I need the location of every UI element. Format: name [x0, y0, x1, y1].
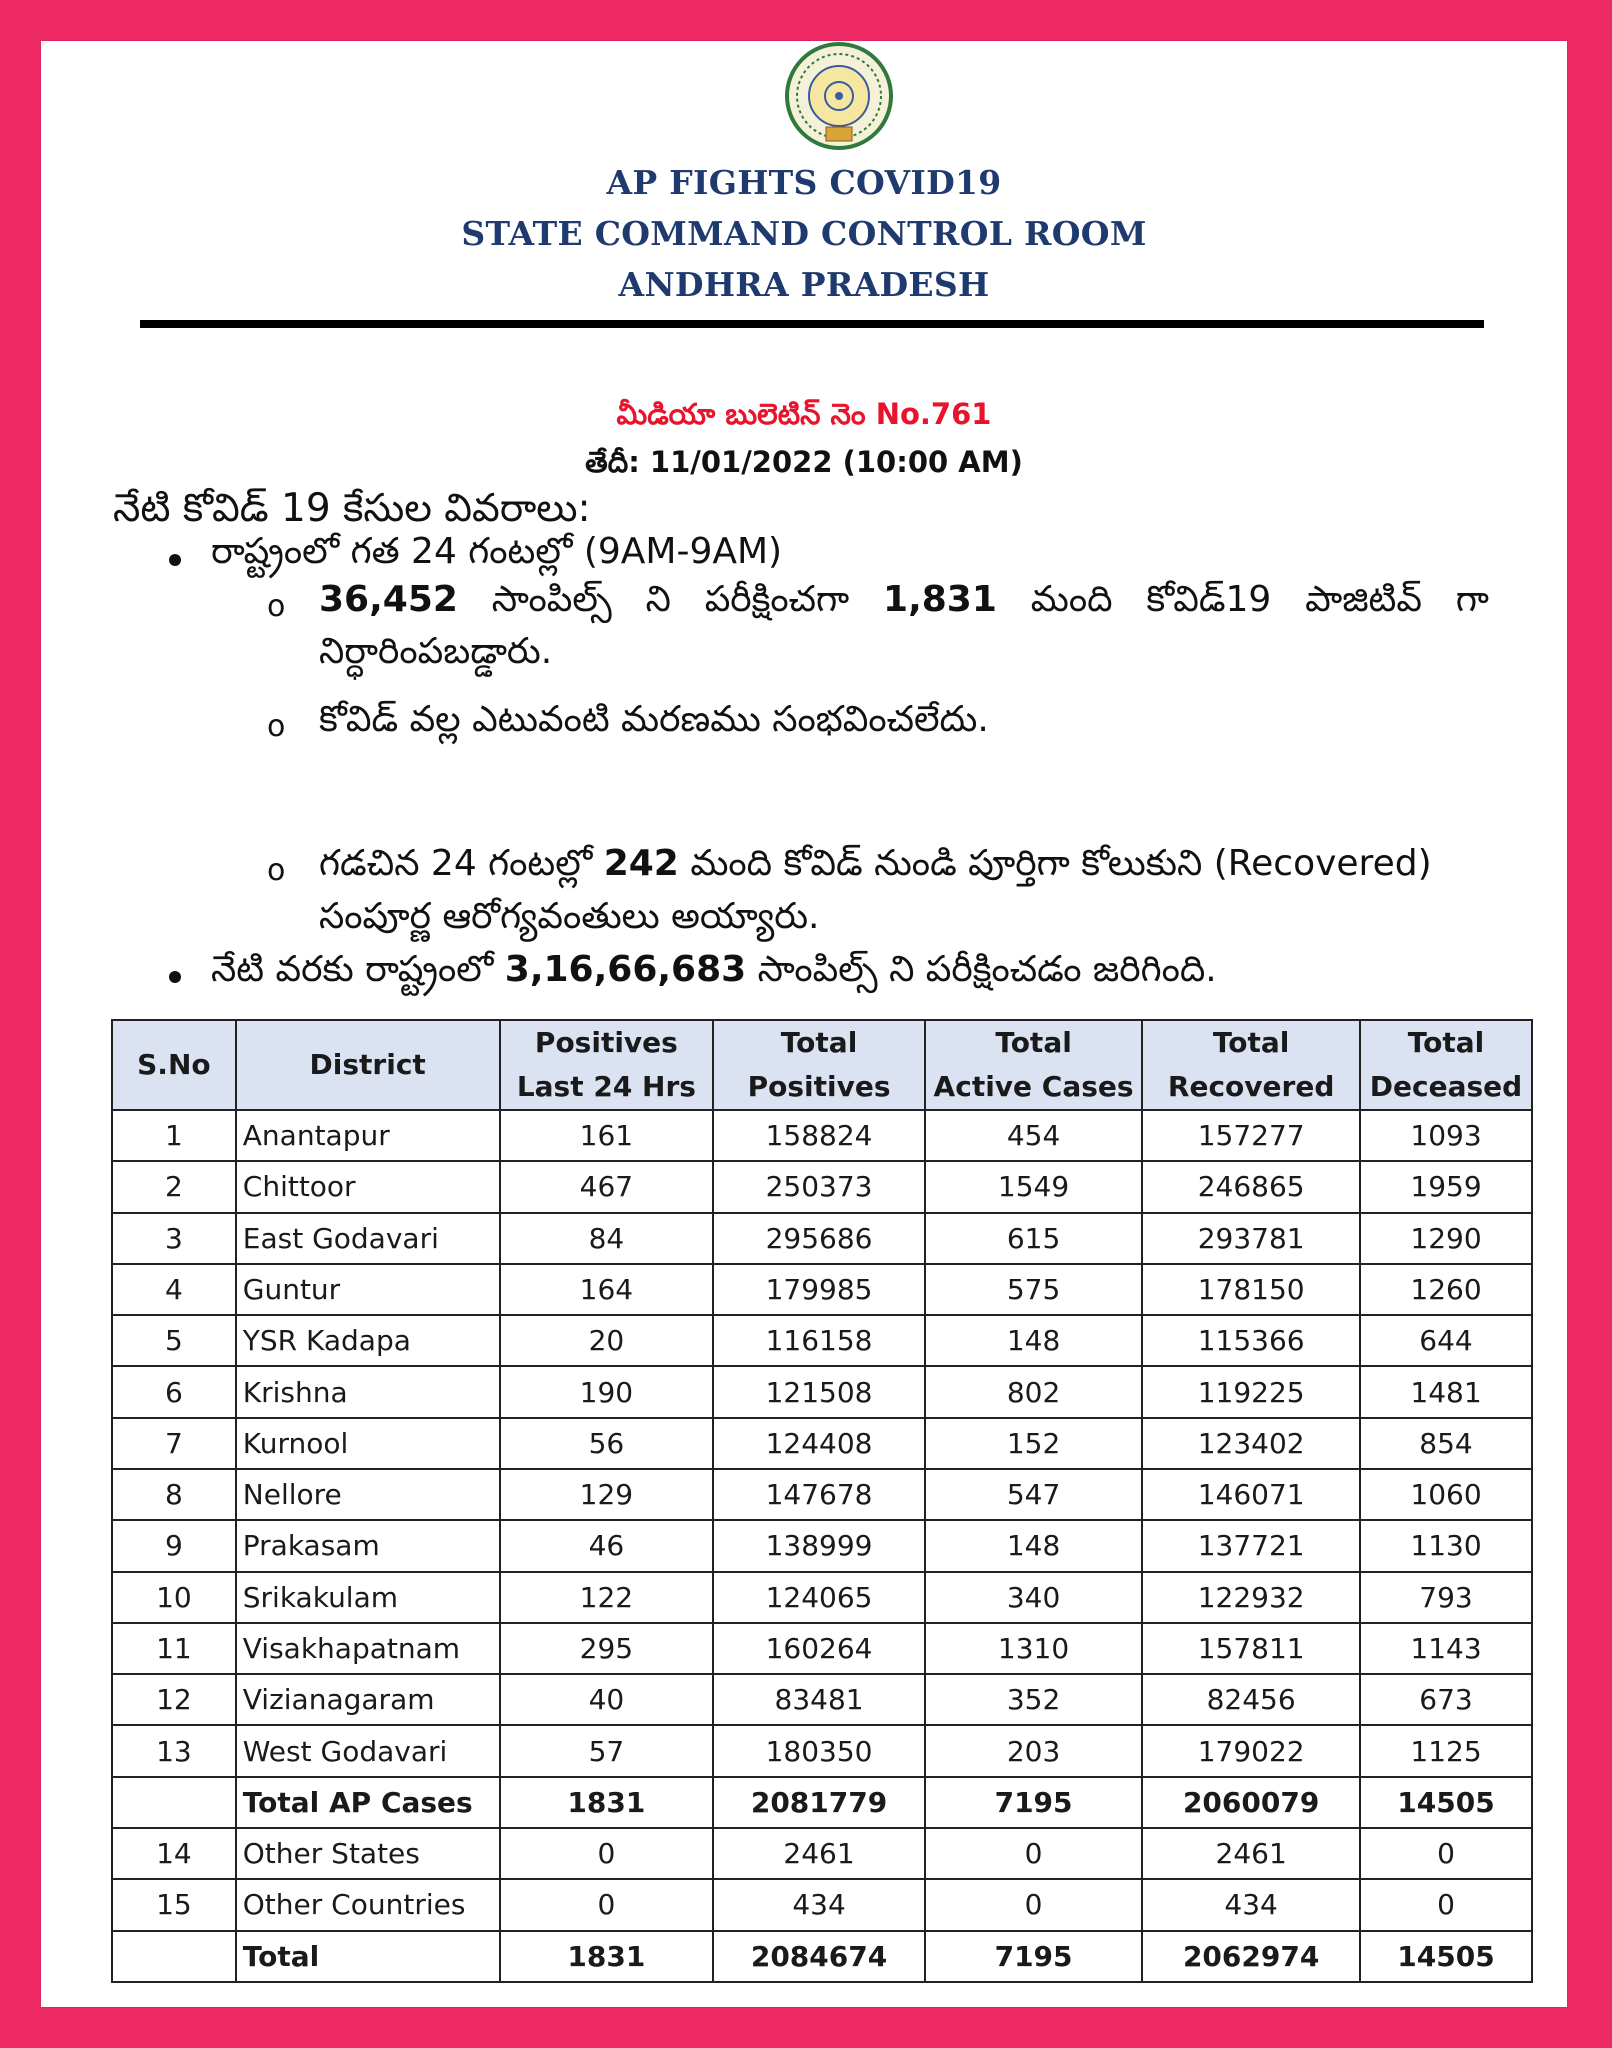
cell-total-recovered: 293781	[1142, 1213, 1360, 1264]
cell-district: Krishna	[236, 1366, 500, 1417]
cell-total-recovered: 2461	[1142, 1828, 1360, 1879]
cell-active-cases: 0	[925, 1828, 1142, 1879]
cell-total-deceased: 1093	[1360, 1110, 1532, 1161]
cell-total-positives: 83481	[713, 1674, 925, 1725]
header-total-positives: Total Positives	[713, 1020, 925, 1110]
cell-total-recovered: 123402	[1142, 1418, 1360, 1469]
table-row	[112, 1213, 1532, 1264]
table-row	[112, 1418, 1532, 1469]
cell-positives-24h: 1831	[500, 1777, 714, 1828]
bulletin-date: తేదీ: 11/01/2022 (10:00 AM)	[585, 445, 1023, 479]
cell-sno: 15	[112, 1879, 236, 1930]
cell-positives-24h: 161	[500, 1110, 714, 1161]
cell-active-cases: 1310	[925, 1623, 1142, 1674]
cell-sno	[112, 1931, 236, 1983]
sub-bullet-marker: o	[267, 853, 286, 888]
table-row	[112, 1161, 1532, 1212]
sub-bullet-1-line-2: నిర్ధారింపబడ్డారు.	[319, 631, 553, 672]
cell-positives-24h: 57	[500, 1725, 714, 1776]
table-row	[112, 1931, 1532, 1983]
cell-district: West Godavari	[236, 1725, 500, 1776]
cell-total-deceased: 1481	[1360, 1366, 1532, 1417]
cell-sno: 2	[112, 1161, 236, 1212]
header-total-recovered: Total Recovered	[1142, 1020, 1360, 1110]
cell-positives-24h: 1831	[500, 1931, 714, 1983]
cell-positives-24h: 40	[500, 1674, 714, 1725]
header-line-1: AP FIGHTS COVID19	[606, 163, 1002, 202]
cell-sno: 8	[112, 1469, 236, 1520]
cell-district: Kurnool	[236, 1418, 500, 1469]
cell-total-deceased: 1130	[1360, 1520, 1532, 1571]
cell-positives-24h: 56	[500, 1418, 714, 1469]
cell-positives-24h: 164	[500, 1264, 714, 1315]
recovered-count: 242	[603, 843, 679, 884]
cell-district: Nellore	[236, 1469, 500, 1520]
cell-district: YSR Kadapa	[236, 1315, 500, 1366]
cell-active-cases: 203	[925, 1725, 1142, 1776]
cell-district: Other States	[236, 1828, 500, 1879]
table-row	[112, 1366, 1532, 1417]
table-row	[112, 1572, 1532, 1623]
cell-active-cases: 575	[925, 1264, 1142, 1315]
cell-district: Srikakulam	[236, 1572, 500, 1623]
cell-active-cases: 7195	[925, 1931, 1142, 1983]
cell-sno: 5	[112, 1315, 236, 1366]
cell-positives-24h: 0	[500, 1828, 714, 1879]
word: సాంపిల్స్	[491, 579, 612, 620]
cell-total-positives: 434	[713, 1879, 925, 1930]
cell-sno: 9	[112, 1520, 236, 1571]
cell-total-deceased: 673	[1360, 1674, 1532, 1725]
bulletin-number: మీడియా బులెటిన్ నెం No.761	[616, 397, 992, 431]
ap-state-emblem-icon	[782, 41, 896, 151]
cell-total-deceased: 854	[1360, 1418, 1532, 1469]
cell-total-positives: 138999	[713, 1520, 925, 1571]
cell-positives-24h: 190	[500, 1366, 714, 1417]
cell-district: Anantapur	[236, 1110, 500, 1161]
cell-total-recovered: 178150	[1142, 1264, 1360, 1315]
bullet-2	[211, 949, 1217, 999]
cell-positives-24h: 129	[500, 1469, 714, 1520]
cell-total-deceased: 0	[1360, 1828, 1532, 1879]
cell-total-recovered: 82456	[1142, 1674, 1360, 1725]
positive-count: 1,831	[883, 579, 997, 620]
recovered-post: మంది కోవిడ్ నుండి పూర్తిగా కోలుకుని (Recovered)	[690, 843, 1432, 884]
cell-district: Visakhapatnam	[236, 1623, 500, 1674]
cell-positives-24h: 20	[500, 1315, 714, 1366]
cell-active-cases: 7195	[925, 1777, 1142, 1828]
cell-total-deceased: 0	[1360, 1879, 1532, 1930]
table-row	[112, 1725, 1532, 1776]
cell-sno: 13	[112, 1725, 236, 1776]
cell-sno: 4	[112, 1264, 236, 1315]
cell-sno: 7	[112, 1418, 236, 1469]
header-active-cases: Total Active Cases	[925, 1020, 1142, 1110]
cell-total-positives: 180350	[713, 1725, 925, 1776]
word: పాజిటివ్	[1305, 579, 1422, 620]
cell-sno: 11	[112, 1623, 236, 1674]
cell-sno: 14	[112, 1828, 236, 1879]
header-line-2: STATE COMMAND CONTROL ROOM	[461, 214, 1147, 253]
cell-total-deceased: 644	[1360, 1315, 1532, 1366]
sub-bullet-1-line-1	[319, 579, 1489, 629]
cell-active-cases: 352	[925, 1674, 1142, 1725]
cell-total-recovered: 137721	[1142, 1520, 1360, 1571]
cell-total-positives: 2084674	[713, 1931, 925, 1983]
header-district: District	[236, 1020, 500, 1110]
cell-total-deceased: 1143	[1360, 1623, 1532, 1674]
cell-positives-24h: 0	[500, 1879, 714, 1930]
table-row	[112, 1623, 1532, 1674]
section-heading: నేటి కోవిడ్ 19 కేసుల వివరాలు:	[113, 486, 591, 531]
cell-total-positives: 121508	[713, 1366, 925, 1417]
cell-total-positives: 147678	[713, 1469, 925, 1520]
cell-total-recovered: 146071	[1142, 1469, 1360, 1520]
cell-district: Guntur	[236, 1264, 500, 1315]
header-line-3: ANDHRA PRADESH	[618, 265, 990, 304]
cell-sno: 3	[112, 1213, 236, 1264]
word: ని	[645, 579, 671, 620]
cell-active-cases: 148	[925, 1315, 1142, 1366]
table-row	[112, 1520, 1532, 1571]
samples-tested-count: 36,452	[319, 579, 458, 620]
cell-total-recovered: 122932	[1142, 1572, 1360, 1623]
table-row	[112, 1777, 1532, 1828]
table-row	[112, 1264, 1532, 1315]
cell-total-positives: 116158	[713, 1315, 925, 1366]
cell-total-positives: 295686	[713, 1213, 925, 1264]
cell-sno	[112, 1777, 236, 1828]
word: కోవిడ్19	[1146, 579, 1272, 620]
table-row	[112, 1110, 1532, 1161]
district-cases-table	[111, 1019, 1533, 1983]
sub-bullet-3-line-1	[319, 843, 1432, 893]
cell-total-deceased: 1290	[1360, 1213, 1532, 1264]
cell-active-cases: 802	[925, 1366, 1142, 1417]
cell-active-cases: 148	[925, 1520, 1142, 1571]
cell-district: East Godavari	[236, 1213, 500, 1264]
media-bulletin-page	[41, 41, 1567, 2007]
cell-positives-24h: 467	[500, 1161, 714, 1212]
bullet-1-intro: రాష్ట్రంలో గత 24 గంటల్లో (9AM-9AM)	[211, 531, 783, 572]
cell-sno: 12	[112, 1674, 236, 1725]
bullet-dot	[169, 971, 181, 983]
cell-total-positives: 250373	[713, 1161, 925, 1212]
cell-total-recovered: 157811	[1142, 1623, 1360, 1674]
header-divider	[140, 320, 1484, 328]
cell-total-recovered: 179022	[1142, 1725, 1360, 1776]
header-sno: S.No	[112, 1020, 236, 1110]
cell-sno: 10	[112, 1572, 236, 1623]
cell-active-cases: 547	[925, 1469, 1142, 1520]
cell-district: Chittoor	[236, 1161, 500, 1212]
cell-district: Vizianagaram	[236, 1674, 500, 1725]
cell-positives-24h: 84	[500, 1213, 714, 1264]
cell-sno: 6	[112, 1366, 236, 1417]
cell-active-cases: 340	[925, 1572, 1142, 1623]
cell-total-positives: 2461	[713, 1828, 925, 1879]
cell-total-recovered: 157277	[1142, 1110, 1360, 1161]
table-row	[112, 1674, 1532, 1725]
cell-total-recovered: 434	[1142, 1879, 1360, 1930]
table-row	[112, 1879, 1532, 1930]
cell-total-deceased: 14505	[1360, 1777, 1532, 1828]
cell-sno: 1	[112, 1110, 236, 1161]
cell-total-positives: 179985	[713, 1264, 925, 1315]
cell-district: Total	[236, 1931, 500, 1983]
header-positives-24h: Positives Last 24 Hrs	[500, 1020, 714, 1110]
cell-district: Prakasam	[236, 1520, 500, 1571]
cell-total-positives: 158824	[713, 1110, 925, 1161]
cell-active-cases: 615	[925, 1213, 1142, 1264]
word: పరీక్షించగా	[704, 579, 850, 620]
cell-total-positives: 160264	[713, 1623, 925, 1674]
cell-active-cases: 0	[925, 1879, 1142, 1930]
table-header-row	[112, 1020, 1532, 1110]
word: మంది	[1030, 579, 1113, 620]
cell-total-recovered: 2062974	[1142, 1931, 1360, 1983]
word: గా	[1455, 579, 1489, 620]
cell-total-recovered: 246865	[1142, 1161, 1360, 1212]
table-row	[112, 1469, 1532, 1520]
cell-total-deceased: 1959	[1360, 1161, 1532, 1212]
cell-total-positives: 124065	[713, 1572, 925, 1623]
cell-district: Total AP Cases	[236, 1777, 500, 1828]
cell-total-deceased: 793	[1360, 1572, 1532, 1623]
total-samples-pre: నేటి వరకు రాష్ట్రంలో	[211, 949, 494, 990]
cell-district: Other Countries	[236, 1879, 500, 1930]
total-samples-post: సాంపిల్స్ ని పరీక్షించడం జరిగింది.	[757, 949, 1217, 990]
cell-total-deceased: 14505	[1360, 1931, 1532, 1983]
cell-total-positives: 2081779	[713, 1777, 925, 1828]
sub-bullet-2: కోవిడ్ వల్ల ఎటువంటి మరణము సంభవించలేదు.	[319, 699, 989, 740]
cell-total-deceased: 1060	[1360, 1469, 1532, 1520]
total-samples-count: 3,16,66,683	[504, 949, 747, 990]
cell-positives-24h: 46	[500, 1520, 714, 1571]
sub-bullet-marker: o	[267, 709, 286, 744]
table-body	[112, 1110, 1532, 1982]
cell-active-cases: 1549	[925, 1161, 1142, 1212]
cell-active-cases: 454	[925, 1110, 1142, 1161]
cell-total-deceased: 1260	[1360, 1264, 1532, 1315]
cell-total-recovered: 119225	[1142, 1366, 1360, 1417]
table-row	[112, 1828, 1532, 1879]
table-row	[112, 1315, 1532, 1366]
sub-bullet-3-line-2: సంపూర్ణ ఆరోగ్యవంతులు అయ్యారు.	[319, 896, 820, 937]
bullet-dot	[169, 554, 181, 566]
cell-total-recovered: 115366	[1142, 1315, 1360, 1366]
cell-total-positives: 124408	[713, 1418, 925, 1469]
cell-positives-24h: 122	[500, 1572, 714, 1623]
cell-positives-24h: 295	[500, 1623, 714, 1674]
cell-total-recovered: 2060079	[1142, 1777, 1360, 1828]
cell-active-cases: 152	[925, 1418, 1142, 1469]
header-total-deceased: Total Deceased	[1360, 1020, 1532, 1110]
cell-total-deceased: 1125	[1360, 1725, 1532, 1776]
sub-bullet-marker: o	[267, 589, 286, 624]
recovered-pre: గడచిన 24 గంటల్లో	[319, 843, 593, 884]
